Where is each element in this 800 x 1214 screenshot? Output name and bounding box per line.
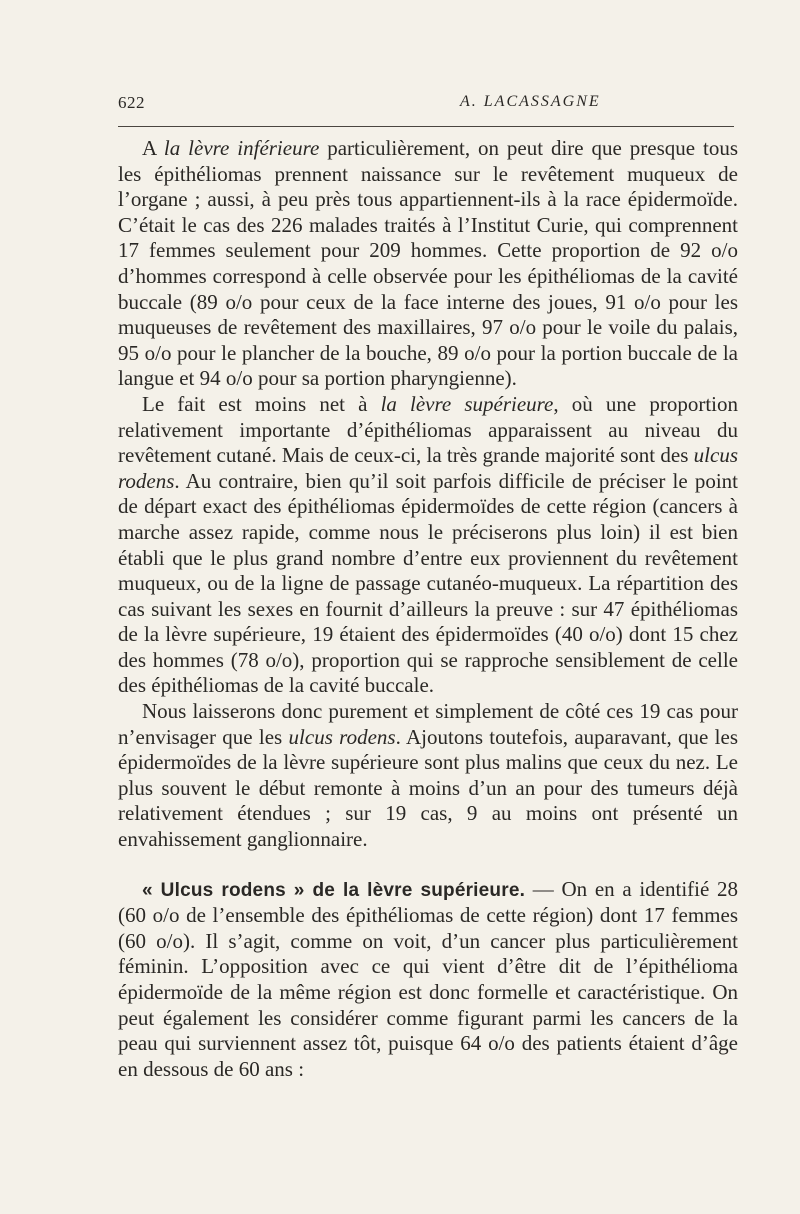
p1-text-end: particulièrement, on peut dire que presque tous les épithéliomas prennent naissance sur le revêtement muqueux de l’organe ; aussi, à peu près tous appartiennent-ils à la race épidermoïde. C’était le cas des 226 malades traités à l’Institut Curie, qui comprennent 17 femmes seulement pour 209 hommes. Cette proportion de 92 o/o d’hommes correspond à celle observée pour les épithéliomas de la cavité buccale (89 o/o pour ceux de la face interne des joues, 91 o/o pour les muqueuses de revêtement des maxillaires, 97 o/o pour le voile du palais, 95 o/o pour le plancher de la bouche, 89 o/o pour la portion buccale de la langue et 94 o/o pour sa portion pharyngienne). xyxy=(118,136,738,391)
running-head: A. LACASSAGNE xyxy=(460,93,601,110)
paragraph-3 xyxy=(118,699,738,853)
p2-emphasis-1: la lèvre supérieure xyxy=(380,391,554,416)
section-heading: « Ulcus rodens » de la lèvre supérieure. xyxy=(142,879,526,901)
p1-text-start: A xyxy=(142,136,164,160)
paragraph-4 xyxy=(118,877,738,1083)
p4-text: — On en a identifié 28 (60 o/o de l’ensemble des épithéliomas de cette région) dont 17 femmes (60 o/o). Il s’agit, comme on voit, d’un cancer plus particulièrement féminin. L’opposition avec ce qui vient d’être dit de l’épithélioma épidermoïde de la même région est donc formelle et caractéristique. On peut également les considérer comme figurant parmi les cancers de la peau qui surviennent assez tôt, puisque 64 o/o des patients étaient d’âge en dessous de 60 ans : xyxy=(118,876,738,1081)
page-number: 622 xyxy=(118,93,145,112)
page-header xyxy=(118,93,734,117)
paragraph-2 xyxy=(118,392,738,699)
header-rule xyxy=(118,126,734,127)
paragraph-1 xyxy=(118,136,738,392)
p3-text-end: . Ajoutons toutefois, auparavant, que les épidermoïdes de la lèvre supérieure sont plus malins que ceux du nez. Le plus souvent le début remonte à moins d’un an pour des tumeurs déjà relativement étendues ; sur 19 cas, 9 au moins ont présenté un envahissement ganglionnaire. xyxy=(118,724,738,852)
p2-text-start: Le fait est moins net à xyxy=(142,391,381,416)
p3-text-start: Nous laisserons donc purement et simplement de côté ces 19 cas pour n’envisager que les xyxy=(118,699,738,749)
p3-emphasis: ulcus rodens xyxy=(288,724,396,749)
p2-emphasis-2: ulcus rodens xyxy=(118,443,738,493)
p2-text-middle: , où une proportion relativement importante d’épithéliomas apparaissent au niveau du revêtement cutané. Mais de ceux-ci, la très grande majorité sont des xyxy=(118,391,739,468)
p1-emphasis: la lèvre inférieure xyxy=(163,136,320,160)
body-text xyxy=(118,136,738,1082)
p2-text-end: . Au contraire, bien qu’il soit parfois difficile de préciser le point de départ exact des épithéliomas épidermoïdes de cette région (cancers à marche assez rapide, comme nous le préciserons plus loin) il est bien établi que le plus grand nombre d’entre eux proviennent du revêtement muqueux, ou de la ligne de passage cutanéo-muqueux. La répartition des cas suivant les sexes en fournit d’ailleurs la preuve : sur 47 épithéliomas de la lèvre supérieure, 19 étaient des épidermoïdes (40 o/o) dont 15 chez des hommes (78 o/o), proportion qui se rapproche sensiblement de celle des épithéliomas de la cavité buccale. xyxy=(118,468,738,698)
